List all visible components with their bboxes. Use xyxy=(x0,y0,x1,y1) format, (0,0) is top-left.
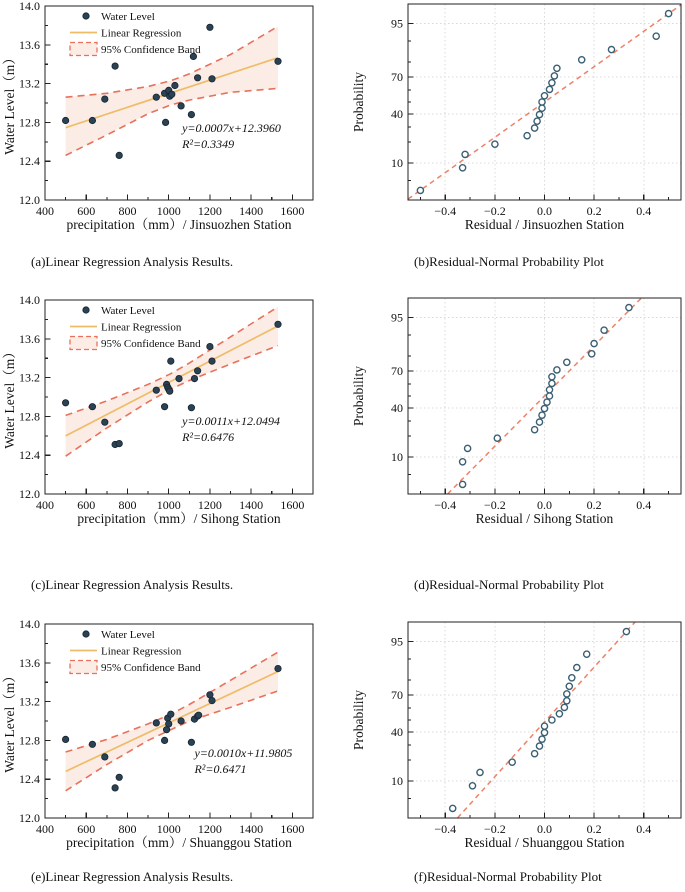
svg-text:10: 10 xyxy=(391,450,403,465)
svg-text:400: 400 xyxy=(36,498,54,512)
probability-points xyxy=(450,629,630,812)
svg-text:12.8: 12.8 xyxy=(19,115,40,130)
svg-text:13.2: 13.2 xyxy=(19,76,40,91)
svg-text:Probability: Probability xyxy=(351,72,366,132)
svg-text:0.2: 0.2 xyxy=(586,204,602,218)
svg-text:−0.4: −0.4 xyxy=(434,822,457,836)
svg-text:1000: 1000 xyxy=(156,822,181,836)
svg-text:0.2: 0.2 xyxy=(586,498,602,512)
svg-text:12.8: 12.8 xyxy=(19,733,40,748)
svg-text:0.0: 0.0 xyxy=(537,498,552,512)
probability-points xyxy=(460,305,633,488)
gridlines xyxy=(408,622,681,818)
svg-text:13.6: 13.6 xyxy=(19,655,40,670)
legend-water-level-marker xyxy=(83,307,89,313)
svg-text:Probability: Probability xyxy=(351,690,366,750)
panel-c-regression-sihong xyxy=(0,294,342,536)
equation-annotation xyxy=(181,414,280,444)
svg-text:−0.4: −0.4 xyxy=(434,204,457,218)
svg-text:Water Level（m）: Water Level（m） xyxy=(2,345,17,449)
svg-text:95: 95 xyxy=(391,16,403,31)
svg-text:70: 70 xyxy=(391,687,403,702)
svg-text:14.0: 14.0 xyxy=(19,294,40,307)
panel-d-probability-sihong xyxy=(343,294,685,536)
svg-text:70: 70 xyxy=(391,363,403,378)
svg-text:1000: 1000 xyxy=(156,204,181,218)
svg-text:12.0: 12.0 xyxy=(19,193,40,207)
svg-text:−0.2: −0.2 xyxy=(483,822,506,836)
svg-text:R²=0.3349: R²=0.3349 xyxy=(182,137,235,152)
svg-text:Water Level（m）: Water Level（m） xyxy=(2,669,17,773)
svg-text:−0.2: −0.2 xyxy=(483,204,506,218)
legend xyxy=(70,629,201,674)
chart-d-residual-probability-sihong xyxy=(343,294,685,536)
chart-a-linear-regression-jinsuozhen xyxy=(0,0,342,242)
svg-text:1600: 1600 xyxy=(280,498,305,512)
svg-text:1400: 1400 xyxy=(239,204,264,218)
svg-text:1000: 1000 xyxy=(156,498,181,512)
svg-text:12.0: 12.0 xyxy=(19,487,40,501)
chart-b-residual-probability-jinsuozhen xyxy=(343,0,685,242)
panel-f-probability-shuanggou xyxy=(343,618,685,860)
svg-text:Linear Regression: Linear Regression xyxy=(101,645,182,658)
normal-reference-line xyxy=(457,622,635,818)
caption-d: (d)Residual-Normal Probability Plot xyxy=(414,577,604,592)
caption-b: (b)Residual-Normal Probability Plot xyxy=(414,254,604,269)
tick-labels xyxy=(391,635,651,836)
legend xyxy=(70,11,201,56)
equation-annotation xyxy=(181,121,281,151)
svg-text:Water Level: Water Level xyxy=(101,629,155,641)
svg-text:y=0.0010x+11.9805: y=0.0010x+11.9805 xyxy=(194,745,293,760)
svg-text:precipitation（mm）/ Sihong Stat: precipitation（mm）/ Sihong Station xyxy=(77,511,281,526)
svg-text:600: 600 xyxy=(77,204,96,218)
svg-text:1200: 1200 xyxy=(197,498,222,512)
svg-text:12.0: 12.0 xyxy=(19,811,40,825)
svg-text:Linear Regression: Linear Regression xyxy=(101,321,182,334)
svg-text:0.0: 0.0 xyxy=(537,204,552,218)
axis-ticks xyxy=(408,318,669,494)
equation-annotation xyxy=(193,746,292,776)
svg-text:13.6: 13.6 xyxy=(19,331,40,346)
svg-text:95% Confidence Band: 95% Confidence Band xyxy=(101,44,201,56)
svg-text:1400: 1400 xyxy=(239,498,264,512)
svg-text:600: 600 xyxy=(77,822,96,836)
caption-f: (f)Residual-Normal Probability Plot xyxy=(414,869,602,884)
svg-text:Water Level（m）: Water Level（m） xyxy=(2,51,17,155)
svg-text:12.4: 12.4 xyxy=(19,154,40,169)
svg-text:1600: 1600 xyxy=(280,204,305,218)
svg-text:1600: 1600 xyxy=(280,822,305,836)
svg-text:Probability: Probability xyxy=(351,366,366,426)
tick-labels xyxy=(391,311,651,512)
svg-text:800: 800 xyxy=(118,204,137,218)
svg-text:600: 600 xyxy=(77,498,96,512)
legend-water-level-marker xyxy=(83,631,89,637)
svg-text:40: 40 xyxy=(391,107,403,122)
svg-text:precipitation（mm）/ Shuanggou S: precipitation（mm）/ Shuanggou Station xyxy=(66,835,292,850)
svg-text:−0.4: −0.4 xyxy=(434,498,457,512)
svg-text:0.2: 0.2 xyxy=(586,822,602,836)
svg-text:70: 70 xyxy=(391,69,403,84)
svg-text:Residual / Jinsuozhen Station: Residual / Jinsuozhen Station xyxy=(464,217,625,232)
legend-water-level-marker xyxy=(83,13,89,19)
caption-a: (a)Linear Regression Analysis Results. xyxy=(31,254,234,269)
svg-text:Residual / Sihong Station: Residual / Sihong Station xyxy=(475,511,614,526)
svg-text:40: 40 xyxy=(391,725,403,740)
svg-text:13.2: 13.2 xyxy=(19,370,40,385)
svg-text:14.0: 14.0 xyxy=(19,0,40,13)
svg-text:800: 800 xyxy=(118,498,137,512)
svg-text:y=0.0011x+12.0494: y=0.0011x+12.0494 xyxy=(182,414,281,429)
svg-text:800: 800 xyxy=(118,822,137,836)
svg-text:precipitation（mm）/ Jinsuozhen: precipitation（mm）/ Jinsuozhen Station xyxy=(66,217,292,232)
svg-text:0.4: 0.4 xyxy=(636,204,652,218)
svg-text:12.4: 12.4 xyxy=(19,772,40,787)
svg-text:95: 95 xyxy=(391,310,403,325)
legend-confidence-band-swatch xyxy=(70,661,97,674)
svg-text:Residual / Shuanggou Station: Residual / Shuanggou Station xyxy=(464,835,625,850)
svg-text:400: 400 xyxy=(36,204,54,218)
legend xyxy=(70,305,201,350)
chart-c-linear-regression-sihong xyxy=(0,294,342,536)
svg-text:1200: 1200 xyxy=(197,204,222,218)
svg-text:10: 10 xyxy=(391,774,403,789)
svg-text:y=0.0007x+12.3960: y=0.0007x+12.3960 xyxy=(182,121,281,136)
svg-text:12.8: 12.8 xyxy=(19,409,40,424)
chart-f-residual-probability-shuanggou xyxy=(343,618,685,860)
svg-text:10: 10 xyxy=(391,156,403,171)
svg-text:1200: 1200 xyxy=(197,822,222,836)
legend-confidence-band-swatch xyxy=(70,43,97,56)
svg-text:95% Confidence Band: 95% Confidence Band xyxy=(101,662,201,674)
panel-a-regression-jinsuozhen xyxy=(0,0,342,242)
svg-text:400: 400 xyxy=(36,822,54,836)
svg-text:13.6: 13.6 xyxy=(19,37,40,52)
svg-text:0.4: 0.4 xyxy=(636,498,652,512)
svg-text:Water Level: Water Level xyxy=(101,11,155,23)
svg-text:0.4: 0.4 xyxy=(636,822,652,836)
caption-e: (e)Linear Regression Analysis Results. xyxy=(31,869,234,884)
panel-e-regression-shuanggou xyxy=(0,618,342,860)
svg-text:40: 40 xyxy=(391,401,403,416)
svg-text:R²=0.6471: R²=0.6471 xyxy=(194,761,247,776)
svg-text:0.0: 0.0 xyxy=(537,822,552,836)
chart-e-linear-regression-shuanggou xyxy=(0,618,342,860)
svg-text:95% Confidence Band: 95% Confidence Band xyxy=(101,338,201,350)
svg-text:Linear Regression: Linear Regression xyxy=(101,27,182,40)
svg-text:R²=0.6476: R²=0.6476 xyxy=(182,430,235,445)
svg-text:−0.2: −0.2 xyxy=(483,498,506,512)
svg-text:14.0: 14.0 xyxy=(19,618,40,631)
svg-text:95: 95 xyxy=(391,634,403,649)
legend-confidence-band-swatch xyxy=(70,337,97,350)
caption-c: (c)Linear Regression Analysis Results. xyxy=(31,577,234,592)
svg-text:13.2: 13.2 xyxy=(19,694,40,709)
svg-text:1400: 1400 xyxy=(239,822,264,836)
axis-titles xyxy=(351,363,614,526)
svg-text:12.4: 12.4 xyxy=(19,448,40,463)
panel-b-probability-jinsuozhen xyxy=(343,0,685,242)
svg-text:Water Level: Water Level xyxy=(101,305,155,317)
